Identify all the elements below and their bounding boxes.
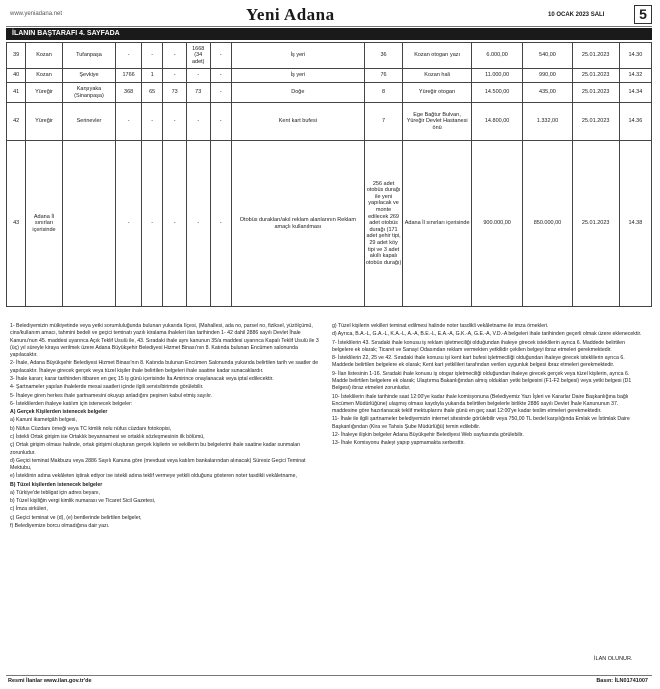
table-row bbox=[7, 103, 652, 141]
table-cell: 14.500,00 bbox=[471, 83, 522, 103]
table-cell: İş yeri bbox=[231, 69, 364, 83]
right-column bbox=[332, 323, 644, 669]
table-cell: 435,00 bbox=[523, 83, 572, 103]
table-cell: - bbox=[186, 103, 210, 141]
table-cell: Ege Bağtur Bulvarı, Yüreğir Devlet Hastanesi önü bbox=[403, 103, 472, 141]
table-cell: Kozan otogarı yazı bbox=[403, 43, 472, 69]
table-cell: 11.000,00 bbox=[471, 69, 522, 83]
table-cell: 36 bbox=[364, 43, 403, 69]
table-cell: 14.30 bbox=[619, 43, 651, 69]
table-cell: Kozan bbox=[26, 43, 62, 69]
table-cell: Adana İl sınırları içerisinde bbox=[403, 141, 472, 307]
table-cell: Otobüs durakları/akıl reklam alanlarının Reklam amaçlı kullanılması bbox=[231, 141, 364, 307]
announcement-paragraph: A) Gerçek Kişilerden istenecek belgeler bbox=[10, 409, 108, 416]
newspaper-masthead: Yeni Adana bbox=[246, 5, 335, 24]
table-cell: Kozan hali bbox=[403, 69, 472, 83]
table-cell: - bbox=[163, 69, 187, 83]
table-cell: 7 bbox=[364, 103, 403, 141]
table-cell bbox=[62, 141, 116, 307]
table-cell: 25.01.2023 bbox=[572, 83, 619, 103]
announcement-paragraph: g) Tüzel kişilerin vekilleri teminat edilmesi halinde noter tasdikli vekâletname ile imza örnekleri. bbox=[332, 323, 549, 329]
table-cell: - bbox=[163, 43, 187, 69]
footer-right: Basın: İLN01741007 bbox=[596, 678, 648, 684]
issue-date: 10 OCAK 2023 SALI bbox=[548, 12, 605, 18]
table-cell: 900.000,00 bbox=[471, 141, 522, 307]
announcement-paragraph: 2- İhale, Adana Büyükşehir Belediyesi Hizmet Binası'nın 8. Katında bulunan Encümen Salonunda yukarıda belirtilen tarih ve saatler de yapılacaktır. İhaleye girecek gerçek veya tüzel kişiler ihale belirtilen belgeleri ihale saatine kadar sunacaklardır. bbox=[10, 360, 319, 374]
continued-banner: İLANIN BAŞTARAFI 4. SAYFADA bbox=[6, 28, 652, 40]
announcement-paragraph: b) Nüfus Cüzdanı örneği veya TC kimlik nolu nüfus cüzdanı fotokopisi, bbox=[10, 425, 172, 432]
announcement-paragraph: d) Ayrıca, B.A.-L, G.A.-L, K.A.-L, A.-A, B.E.-L, E.A.-A, G.K.-A, G.E.-A, V.D.-A belgeleri ihale tarihinden geçerli olmak üzere eklenecektir. bbox=[332, 331, 642, 338]
table-cell: 25.01.2023 bbox=[572, 69, 619, 83]
announcement-paragraph: 13- İhale Komisyonu ihaleyi yapıp yapmamakta serbesttir. bbox=[332, 440, 465, 447]
table-cell: Kent kart bufesi bbox=[231, 103, 364, 141]
announcement-paragraph: c) İmza sirküleri, bbox=[10, 506, 48, 513]
announcement-body bbox=[6, 323, 652, 669]
announcement-paragraph: b) Tüzel kişiliğin vergi kimlik numarası ve Ticaret Sicil Gazetesi, bbox=[10, 498, 156, 505]
newspaper-page bbox=[6, 4, 652, 685]
table-cell: 14.34 bbox=[619, 83, 651, 103]
table-cell: Doğe bbox=[231, 83, 364, 103]
table-cell: 39 bbox=[7, 43, 26, 69]
announcement-paragraph: 3- İhale kararı; karar tarihinden itibaren en geç 15 iş günü içerisinde İta Amirince onaylanacak veya iptal edilecektir. bbox=[10, 375, 274, 382]
table-cell: 990,00 bbox=[523, 69, 572, 83]
table-cell: - bbox=[210, 83, 231, 103]
announcement-paragraph: e) İsteklinin adına vekâleten iştirak ediyor ise istekli adına teklif vermeye yetkili olduğunu gösteren noter tasdikli vekâletname, bbox=[10, 473, 297, 480]
table-cell: - bbox=[116, 141, 142, 307]
table-cell: Karşıyaka (Sinanpaşa) bbox=[62, 83, 116, 103]
announcement-paragraph: 1- Belediyemizin mülkiyetinde veya yetki sorumluluğunda bulunan yukarıda İlçesi, (Mahallesi, ada no, parsel no, fiziksel, yüzölçümü, cins/kullanım amacı, tahmini bedeli ve geçici teminatı yazılı kiralama ihaleleri ilan tarihinden 1- 42 dahil 2886 sayılı Devlet İhale Kanunu'nun 45. maddesi uyarınca Açık Teklif Usulü ile, 43. Sıradaki ihale aynı kanunun 35/a maddesi uyarınca Kapalı Teklif Usulü ile 3 (üç) yıl süreyle kiraya verilmek üzere Adana Büyükşehir Belediyesi Hizmet Binası'nın 8. Katında bulunan Encümen salonunda yapılacaktır. bbox=[10, 323, 319, 359]
table-cell: Serinevler bbox=[62, 103, 116, 141]
table-cell: 43 bbox=[7, 141, 26, 307]
table-cell: - bbox=[141, 43, 162, 69]
table-cell: Şevkiye bbox=[62, 69, 116, 83]
table-cell: 25.01.2023 bbox=[572, 141, 619, 307]
table-cell: - bbox=[186, 141, 210, 307]
table-cell: 14.38 bbox=[619, 141, 651, 307]
announcement-paragraph: c) İstekli Ortak girişim ise Ortaklık beyannamesi ve ortaklık sözleşmesinin ilk bölümü, bbox=[10, 433, 205, 440]
table-cell: 368 bbox=[116, 83, 142, 103]
announcement-paragraph: 7- İsteklilerin 43. Sıradaki ihale konusu iş reklam işletmeciliği olduğundan ihaleye girecek isteklilerin ayrıca 6. Maddede belirtilen belgelere ek olarak; Ticaret ve Sanayi Odasından reklam vermekten yetkilidir çekilen belgeyi ibraz etmeleri gerekmektedir. bbox=[332, 339, 625, 353]
table-cell: Tufanpaşa bbox=[62, 43, 116, 69]
table-row bbox=[7, 69, 652, 83]
table-cell: 65 bbox=[141, 83, 162, 103]
table-cell: - bbox=[116, 43, 142, 69]
table-cell: - bbox=[141, 141, 162, 307]
tender-table bbox=[6, 42, 652, 307]
table-cell: - bbox=[210, 43, 231, 69]
table-cell: - bbox=[141, 103, 162, 141]
table-cell: 14.800,00 bbox=[471, 103, 522, 141]
table-cell: 40 bbox=[7, 69, 26, 83]
footer-left: Resmi İlanlar www.ilan.gov.tr'de bbox=[8, 678, 92, 684]
announcement-paragraph: a) Türkiye'de tebligat için adres beyanı, bbox=[10, 489, 100, 496]
page-number: 5 bbox=[634, 5, 652, 24]
table-cell: 73 bbox=[163, 83, 187, 103]
table-row bbox=[7, 141, 652, 307]
table-row bbox=[7, 43, 652, 69]
table-cell: Yüreğir bbox=[26, 103, 62, 141]
table-cell: 76 bbox=[364, 69, 403, 83]
announcement-paragraph: ç) Geçici teminat ve (d), (e) bentlerinde belirtilen belgeler, bbox=[10, 514, 142, 521]
announcement-paragraph: 11- İhale ile ilgili şartnameler belediyemizin internet sitesinde görülebilir veya 750,00 TL bedel karşılığında Emlak ve İstimlak Daire Başkanlığından (Kira ve Tahsis Şube Müdürlüğü) temin edilebilir. bbox=[332, 416, 630, 430]
announcement-paragraph: f) Belediyemize borcu olmadığına dair yazı. bbox=[10, 523, 110, 530]
table-cell: 25.01.2023 bbox=[572, 103, 619, 141]
announcement-paragraph: 10- İsteklilerin ihale tarihinde saat 12:00'ye kadar ihale komisyonuna (Belediyemiz Yazı İşleri ve Kararlar Daire Başkanlığına bağlı Encümen Müdürlüğüne) ulaşmış olması kaydıyla yukarıda belirtilen belgelerle birlikte 2886 sayılı Devlet İhale Kanununun 37. maddesine göre hazırlanacak teklif mektuplarını ihale günü en geç saat 12:00'ye kadar teslim etmeleri gerekmektedir. bbox=[332, 393, 629, 415]
announcement-paragraph: 6- İsteklilerden ihaleye katılım için istenecek belgeler: bbox=[10, 400, 133, 407]
announcement-paragraph: 4- Şartnameler yapılan ihalelerde mesai saatleri içinde ilgili servis/birimde görülebilir. bbox=[10, 384, 204, 391]
announcement-paragraph: a) Kanuni ikametgâh belgesi, bbox=[10, 417, 77, 424]
table-cell: - bbox=[210, 69, 231, 83]
table-cell: - bbox=[163, 141, 187, 307]
announcement-paragraph: 8- İsteklilerin 22, 25 ve 42. Sıradaki ihale konusu işi kent kart bufesi işletmeciliği olduğundan ihaleye girecek isteklilerin ayrıca 6. Maddede belirtilen belgelere ek olarak; Kent kart yetkilileri tarafından verilen uygunluk belgesi ibraz etmeleri gerekmektedir. bbox=[332, 355, 625, 369]
table-cell: - bbox=[163, 103, 187, 141]
table-row bbox=[7, 83, 652, 103]
table-cell: Yüreğir bbox=[26, 83, 62, 103]
table-cell: 256 adet otobüs durağı ile yeni yapılacak ve monte edilecek 269 adet otobüs durağı (171 adet şehir tipi, 29 adet köy tipi ve 3 adet akıllı kapalı otobüs durağı) bbox=[364, 141, 403, 307]
announcement-paragraph: ç) Ortak girişim olması halinde, ortak girişimi oluşturan gerçek kişilerin ve vekillerin bu belgelerini ihale saatine kadar sunmaları zorunludur. bbox=[10, 442, 301, 456]
table-cell: 25.01.2023 bbox=[572, 43, 619, 69]
closing-signature: İLAN OLUNUR. bbox=[594, 656, 633, 662]
site-url[interactable]: www.yeniadana.net bbox=[10, 11, 63, 17]
table-cell: - bbox=[210, 103, 231, 141]
table-cell: Yüreğir otogarı bbox=[403, 83, 472, 103]
table-cell: - bbox=[210, 141, 231, 307]
page-header bbox=[6, 4, 652, 27]
table-cell: 14.32 bbox=[619, 69, 651, 83]
table-cell: Adana İl sınırları içerisinde bbox=[26, 141, 62, 307]
table-cell: 1.332,00 bbox=[523, 103, 572, 141]
announcement-paragraph: 9- İlan listesinin 1-16. Sıradaki ihale konusu iş otogar işletmeciliği olduğundan ihaleye girecek gerçek veya tüzel kişilerin, ayrıca 6. Madde belirtilen belgelere ek olarak; Ulaştırma Bakanlığından almış oldukları yetki belgesini (F1-F2 belgesi) veya yetki belgesi (D1 Belgesi) ibraz etmeleri zorunludur. bbox=[332, 370, 632, 392]
table-cell: - bbox=[186, 69, 210, 83]
table-cell: 1 bbox=[141, 69, 162, 83]
announcement-paragraph: B) Tüzel kişilerden istenecek belgeler bbox=[10, 481, 103, 488]
table-cell: İş yeri bbox=[231, 43, 364, 69]
table-cell: Kozan bbox=[26, 69, 62, 83]
table-cell: 1766 bbox=[116, 69, 142, 83]
table-cell: 6.000,00 bbox=[471, 43, 522, 69]
page-footer bbox=[6, 675, 652, 686]
table-cell: 540,00 bbox=[523, 43, 572, 69]
left-column bbox=[10, 323, 322, 669]
table-cell: - bbox=[116, 103, 142, 141]
table-cell: 850.000,00 bbox=[523, 141, 572, 307]
table-cell: 8 bbox=[364, 83, 403, 103]
table-cell: 14.36 bbox=[619, 103, 651, 141]
announcement-paragraph: d) Geçici teminat Makbuzu veya 2886 Sayılı Kanuna göre (mevduat veya katılım bankalarından alınacak) Süresiz Geçici Teminat Mektubu, bbox=[10, 457, 306, 472]
announcement-paragraph: 12- İhaleye ilişkin belgeler Adana Büyükşehir Belediyesi Web sayfasında görülebilir. bbox=[332, 431, 524, 438]
table-cell: 42 bbox=[7, 103, 26, 141]
table-cell: 73 bbox=[186, 83, 210, 103]
announcement-paragraph: 5- İhaleye giren herkes ihale şartnamesini okuyup anladığını peşinen kabul etmiş sayılır. bbox=[10, 392, 213, 399]
table-cell: 41 bbox=[7, 83, 26, 103]
table-cell: 1668 (34 adet) bbox=[186, 43, 210, 69]
